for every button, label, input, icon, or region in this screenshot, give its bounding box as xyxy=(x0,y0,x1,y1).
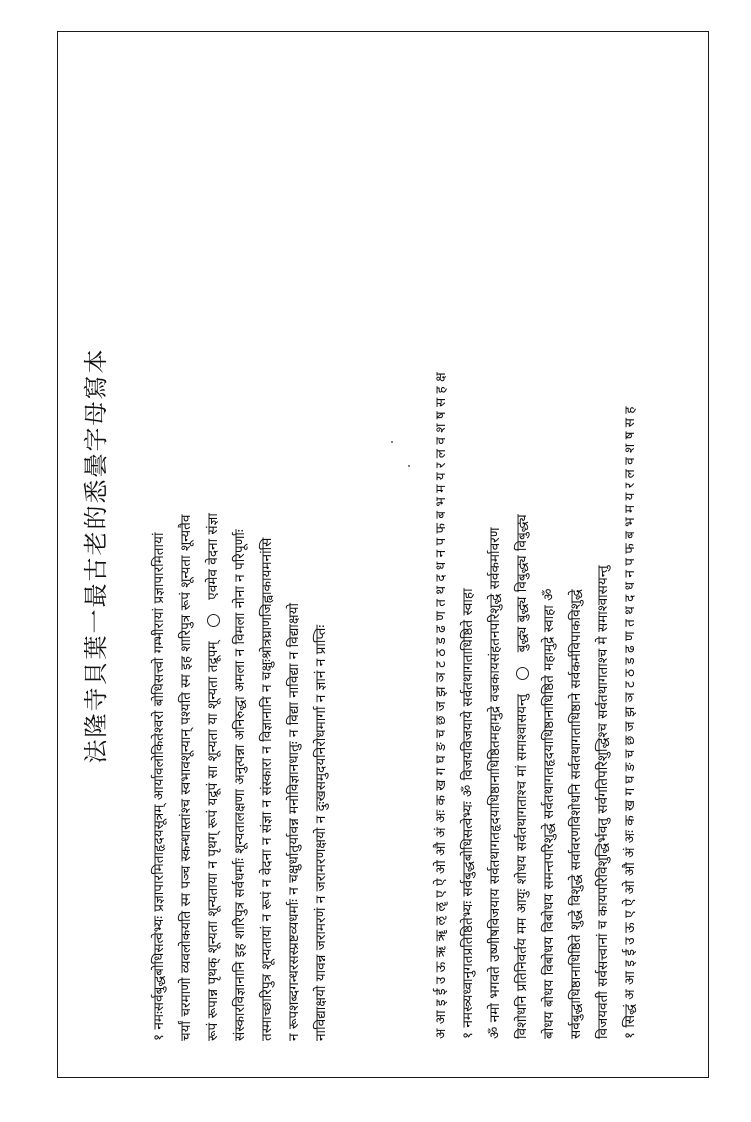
manuscript-line: सर्वबुद्धाधिष्ठानाधिष्ठिते शुद्धे विशुद्धे सर्वावरणविशोधनि सर्वतथागताधिष्ठाने सर्वकर्मविपाकविशुद्धे xyxy=(568,589,584,1039)
palm-leaf-manuscript-lower xyxy=(428,81,644,1039)
manuscript-line: विजयवती सर्वसत्त्वानां च कायपरिविशुद्धिर्भवतु सर्वगतिपरिशुद्धिश्च सर्वतथागताश्च मे समाश्वासयन्तु xyxy=(595,565,611,1039)
manuscript-line: रूपं रूपान्न पृथक् शून्यता शून्यताया न पृथग् रूपं यद्रूपं सा शून्यता या शून्यता तद्रूपम् एवमेव वेदना संज्ञा xyxy=(205,513,221,1041)
manuscript-line: १ नमस्त्र्यध्वानुगतप्रतिष्ठितेभ्यः सर्वबुद्धबोधिसत्वेभ्यः ॐ विजयविजयाये सर्वतथागताधिष्ठिते स्वाहा xyxy=(460,588,476,1039)
scan-speck xyxy=(391,441,393,443)
rotated-page xyxy=(58,32,710,1079)
punctuation-circle xyxy=(207,614,220,627)
document-frame xyxy=(57,31,709,1078)
manuscript-line: नाविद्याक्षयो यावन्न जरामरणं न जरामरणक्षयो न दुःखसमुदयनिरोधमार्गा न ज्ञानं न प्राप्तिः xyxy=(313,624,329,1041)
manuscript-line: १ सिद्धं अ आ इ ई उ ऊ ए ऐ ओ औ अं अः क ख ग घ ङ च छ ज झ ञ ट ठ ड ढ ण त थ द ध न प फ ब भ म य र ल व श ष स ह xyxy=(622,406,638,1039)
palm-leaf-manuscript-upper xyxy=(146,81,335,1041)
punctuation-circle xyxy=(516,667,529,680)
manuscript-line: चर्यां चरमाणो व्यवलोकयति स्म पञ्च स्कन्धास्तांश्च स्वभावशून्यान् पश्यति स्म इह शारिपुत्र रूपं शून्यता शून्यतैव xyxy=(178,514,194,1041)
manuscript-line: १ नमःसर्वबुद्धबोधिसत्वेभ्यः प्रज्ञापारमिताहृदयसूत्रम् आर्यावलोकितेश्वरो बोधिसत्त्वो गम्भीरायां प्रज्ञापारमितायां xyxy=(151,532,167,1041)
page-title: 法隆寺貝葉一最古老的悉曇字母寫本 xyxy=(82,347,110,764)
manuscript-line: संस्कारविज्ञानानि इह शारिपुत्र सर्वधर्माः शून्यतालक्षणा अनुत्पन्ना अनिरुद्धा अमला न विमला नोना न परिपूर्णाः xyxy=(232,529,248,1041)
manuscript-line: न रूपशब्दगन्धरसस्प्रष्टव्यधर्माः न चक्षुर्धातुर्यावन्न मनोविज्ञानधातुः न विद्या नाविद्या न विद्याक्षयो xyxy=(286,603,302,1041)
manuscript-line: विशोधनि प्रतिनिवर्तय मम आयुः शोधय सर्वतथागताश्च मां समाश्वासयन्तु बुद्ध्य बुद्ध्य विबुद्ध्य विबुद्ध्य xyxy=(514,514,530,1039)
manuscript-line: अ आ इ ई उ ऊ ऋ ॠ ऌ ॡ ए ऐ ओ औ अं अः क ख ग घ ङ च छ ज झ ञ ट ठ ड ढ ण त थ द ध न प फ ब भ म य र ल व श ष स ह क्ष xyxy=(433,372,449,1039)
manuscript-line: ॐ नमो भगवते उष्णीषविजयाय सर्वतथागतहृदयाधिष्ठानाधिष्ठितमहामुद्रे वज्रकायसंहतनपरिशुद्धे सर्वकर्मावरण xyxy=(487,527,503,1039)
manuscript-line: तस्माच्छारिपुत्र शून्यतायां न रूपं न वेदना न संज्ञा न संस्कारा न विज्ञानानि न चक्षुःश्रोत्रघ्राणजिह्वाकायमनांसि xyxy=(259,537,275,1041)
manuscript-line: बोधय बोधय विबोधय विबोधय समन्तपरिशुद्धे सर्वतथागतहृदयाधिष्ठानाधिष्ठिते महामुद्रे स्वाहा ॐ xyxy=(541,588,557,1039)
scan-speck xyxy=(408,465,410,467)
